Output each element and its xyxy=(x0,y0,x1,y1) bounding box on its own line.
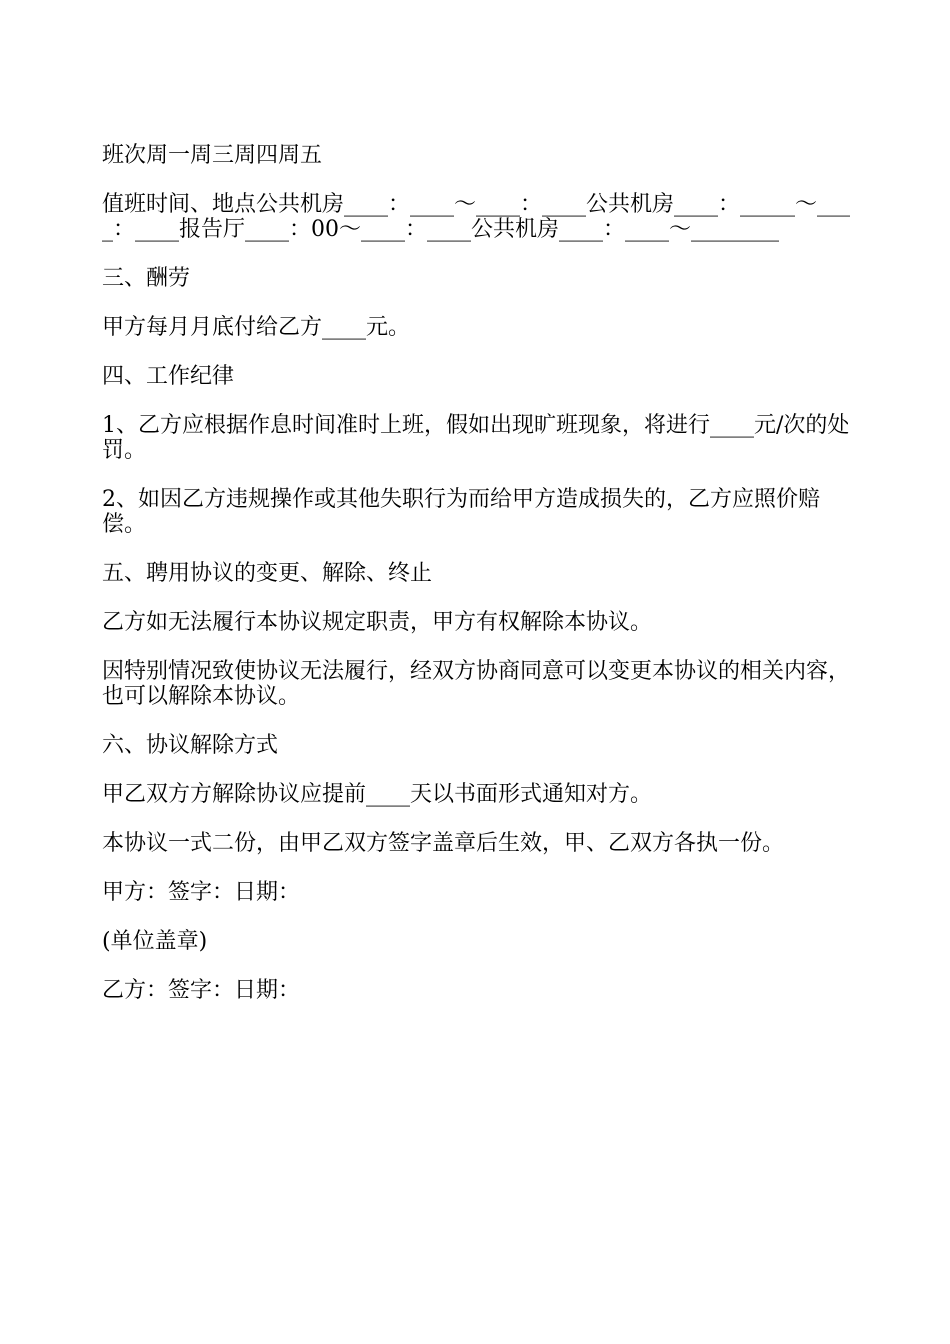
copies-clause: 本协议一式二份，由甲乙双方签字盖章后生效，甲、乙双方各执一份。 xyxy=(102,831,785,856)
termination-clause-2: 因特别情况致使协议无法履行，经双方协商同意可以变更本协议的相关内容，也可以解除本协议。 xyxy=(102,659,851,709)
payment-clause: 甲方每月月底付给乙方____元。 xyxy=(102,315,411,340)
rescission-notice-clause: 甲乙双方方解除协议应提前____天以书面形式通知对方。 xyxy=(102,782,653,807)
termination-clause-1: 乙方如无法履行本协议规定职责，甲方有权解除本协议。 xyxy=(102,610,653,635)
duty-time-location: 值班时间、地点公共机房____：____～____：____公共机房____：_____～____：____报告厅____：00～____：____公共机房____：____～________ xyxy=(102,192,851,242)
company-seal-line: (单位盖章) xyxy=(102,929,208,954)
party-b-signature-line: 乙方：签字：日期： xyxy=(102,978,301,1003)
section-heading-rescission: 六、协议解除方式 xyxy=(102,733,279,758)
section-heading-remuneration: 三、酬劳 xyxy=(102,266,191,291)
party-a-signature-line: 甲方：签字：日期： xyxy=(102,880,301,905)
discipline-clause-2: 2、如因乙方违规操作或其他失职行为而给甲方造成损失的，乙方应照价赔偿。 xyxy=(102,487,820,537)
shift-days-line: 班次周一周三周四周五 xyxy=(102,143,323,168)
discipline-clause-1: 1、乙方应根据作息时间准时上班，假如出现旷班现象，将进行____元/次的处罚。 xyxy=(102,413,850,463)
section-heading-discipline: 四、工作纪律 xyxy=(102,364,235,389)
document-body xyxy=(102,143,852,1027)
section-heading-change-termination: 五、聘用协议的变更、解除、终止 xyxy=(102,561,433,586)
